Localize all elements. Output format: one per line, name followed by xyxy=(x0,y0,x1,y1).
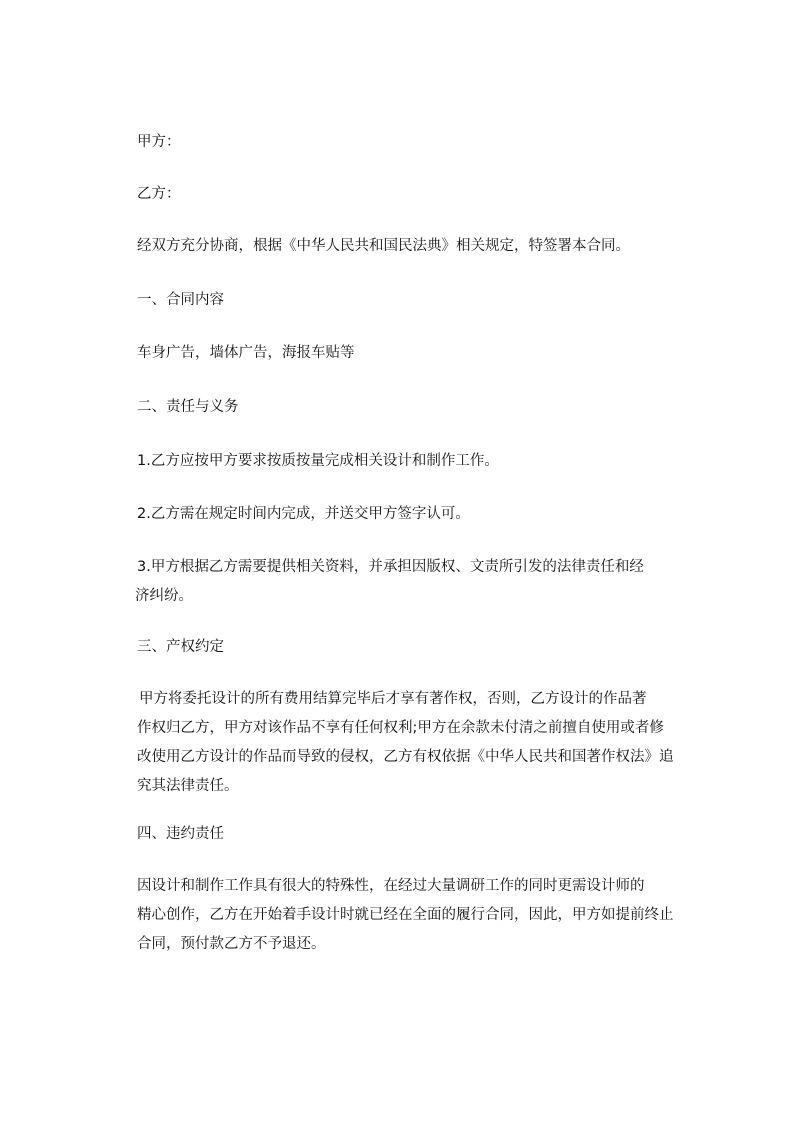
breach-line: 精心创作，乙方在开始着手设计时就已经在全面的履行合同，因此，甲方如提前终止 xyxy=(137,907,674,923)
intro-text: 经双方充分协商，根据《中华人民共和国民法典》相关规定，特签署本合同。 xyxy=(137,238,630,254)
property-rights-line: 甲方将委托设计的所有费用结算完毕后才享有著作权，否则，乙方设计的作品著 xyxy=(139,691,647,707)
section-heading-property-rights: 三、产权约定 xyxy=(137,639,224,655)
responsibility-item-2: 2.乙方需在规定时间内完成，并送交甲方签字认可。 xyxy=(137,506,470,522)
property-rights-line: 作权归乙方，甲方对该作品不享有任何权利;甲方在余款未付清之前擅自使用或者修 xyxy=(137,720,664,736)
breach-line: 合同，预付款乙方不予退还。 xyxy=(137,936,326,952)
contract-content-text: 车身广告，墙体广告，海报车贴等 xyxy=(137,345,355,361)
responsibility-item-1: 1.乙方应按甲方要求按质按量完成相关设计和制作工作。 xyxy=(137,453,499,469)
property-rights-line: 究其法律责任。 xyxy=(137,778,239,794)
responsibility-item-3 xyxy=(137,553,697,611)
responsibility-item-3-line: 3.甲方根据乙方需要提供相关资料，并承担因版权、文责所引发的法律责任和经 xyxy=(137,559,644,575)
breach-paragraph xyxy=(137,872,697,959)
breach-line: 因设计和制作工作具有很大的特殊性，在经过大量调研工作的同时更需设计师的 xyxy=(137,878,645,894)
section-heading-responsibilities: 二、责任与义务 xyxy=(137,399,239,415)
property-rights-line: 改使用乙方设计的作品而导致的侵权，乙方有权依据《中华人民共和国著作权法》追 xyxy=(137,749,674,765)
party-b-label: 乙方： xyxy=(137,186,181,202)
property-rights-paragraph xyxy=(137,685,697,801)
section-heading-contract-content: 一、合同内容 xyxy=(137,292,224,308)
party-a-label: 甲方： xyxy=(137,134,181,150)
responsibility-item-3-line: 济纠纷。 xyxy=(135,588,193,604)
section-heading-breach: 四、违约责任 xyxy=(137,826,224,842)
